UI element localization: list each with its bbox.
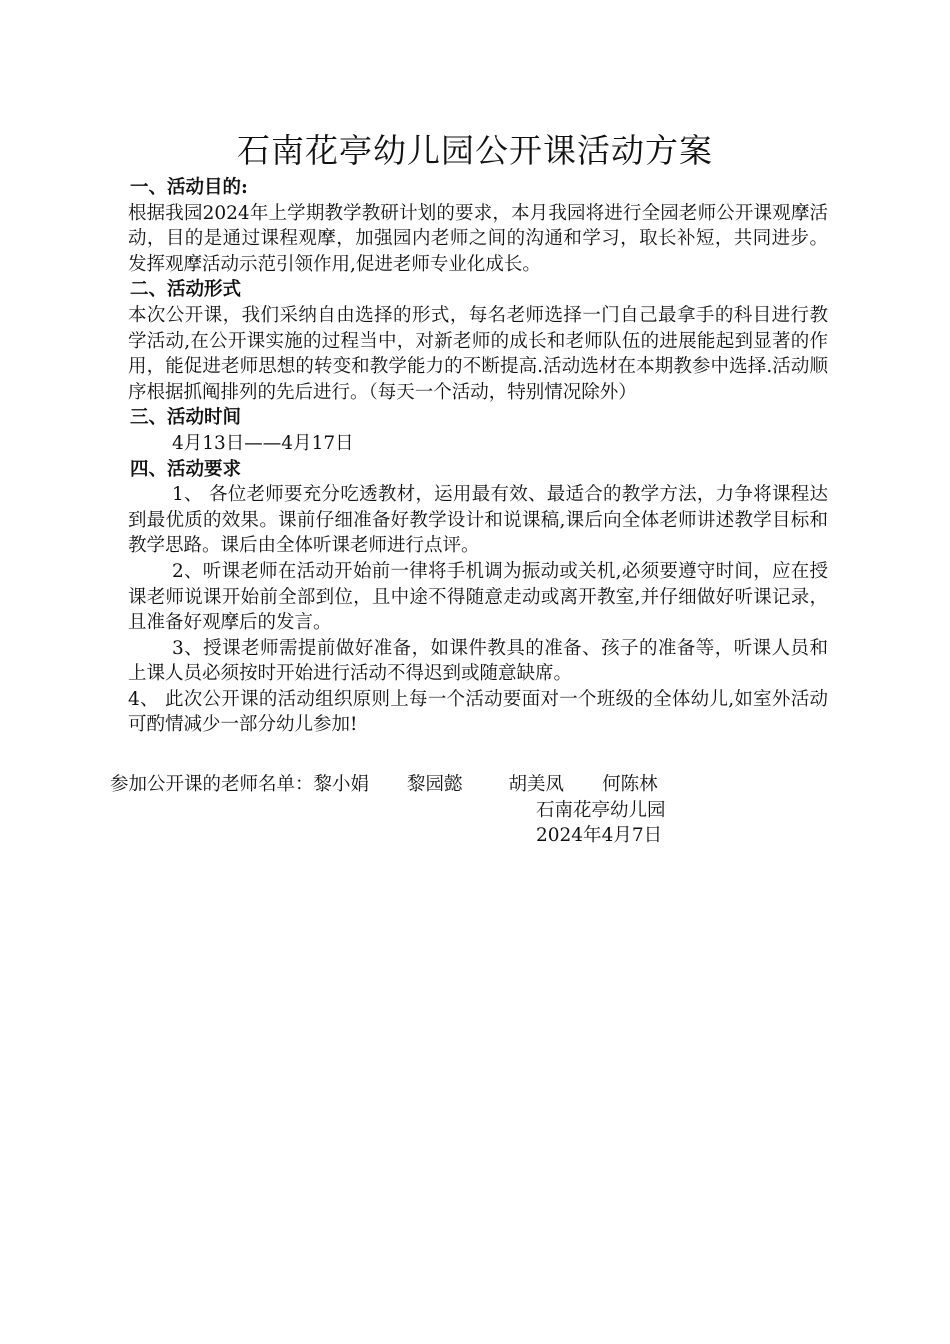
section-text-time: 4月13日——4月17日 (172, 432, 354, 454)
section-heading-format: 二、活动形式 (130, 279, 242, 301)
document-body (128, 175, 828, 738)
section-heading-purpose: 一、活动目的: (130, 177, 248, 198)
requirement-item-3: 3、授课老师需提前做好准备，如课件教具的准备、孩子的准备等，听课人员和上课人员必须按时开始进行活动不得迟到或随意缺席。 (128, 637, 828, 685)
signature-organization: 石南花亭幼儿园 (536, 800, 666, 821)
section-text-format: 本次公开课，我们采纳自由选择的形式，每名老师选择一门自己最拿手的科目进行教学活动,在公开课实施的过程当中，对新老师的成长和老师队伍的进展能起到显著的作用，能促进老师思想的转变和教学能力的不断提高.活动选材在本期教参中选择.活动顺序根据抓阄排列的先后进行。（每天一个活动，特别情况除外） (128, 304, 828, 403)
requirement-item-4: 4、 此次公开课的活动组织原则上每一个活动要面对一个班级的全体幼儿,如室外活动可酌情减少一部分幼儿参加! (128, 688, 828, 736)
teacher-list-label: 参加公开课的老师名单： (110, 774, 314, 795)
section-heading-requirements: 四、活动要求 (130, 458, 242, 480)
section-text-purpose: 根据我园2024年上学期教学教研计划的要求，本月我园将进行全园老师公开课观摩活动，目的是通过课程观摩，加强园内老师之间的沟通和学习，取长补短，共同进步。发挥观摩活动示范引领作用,促进老师专业化成长。 (128, 202, 828, 275)
teacher-list (110, 772, 658, 798)
teacher-name: 黎小娟 (313, 774, 370, 795)
section-heading-time: 三、活动时间 (130, 407, 242, 429)
signature-date: 2024年4月7日 (536, 825, 663, 846)
teacher-name: 何陈林 (602, 774, 658, 795)
teacher-name: 黎园懿 (407, 774, 463, 795)
document-title: 石南花亭幼儿园公开课活动方案 (237, 131, 713, 170)
requirement-item-2: 2、听课老师在活动开始前一律将手机调为振动或关机,必须要遵守时间，应在授课老师说课开始前全部到位，且中途不得随意走动或离开教室,并仔细做好听课记录，且准备好观摩后的发言。 (128, 560, 828, 634)
requirement-item-1: 1、 各位老师要充分吃透教材，运用最有效、最适合的教学方法，力争将课程达到最优质的效果。课前仔细准备好教学设计和说课稿,课后向全体老师讲述教学目标和教学思路。课后由全体听课老师进行点评。 (128, 484, 828, 557)
teacher-name: 胡美凤 (508, 774, 565, 795)
